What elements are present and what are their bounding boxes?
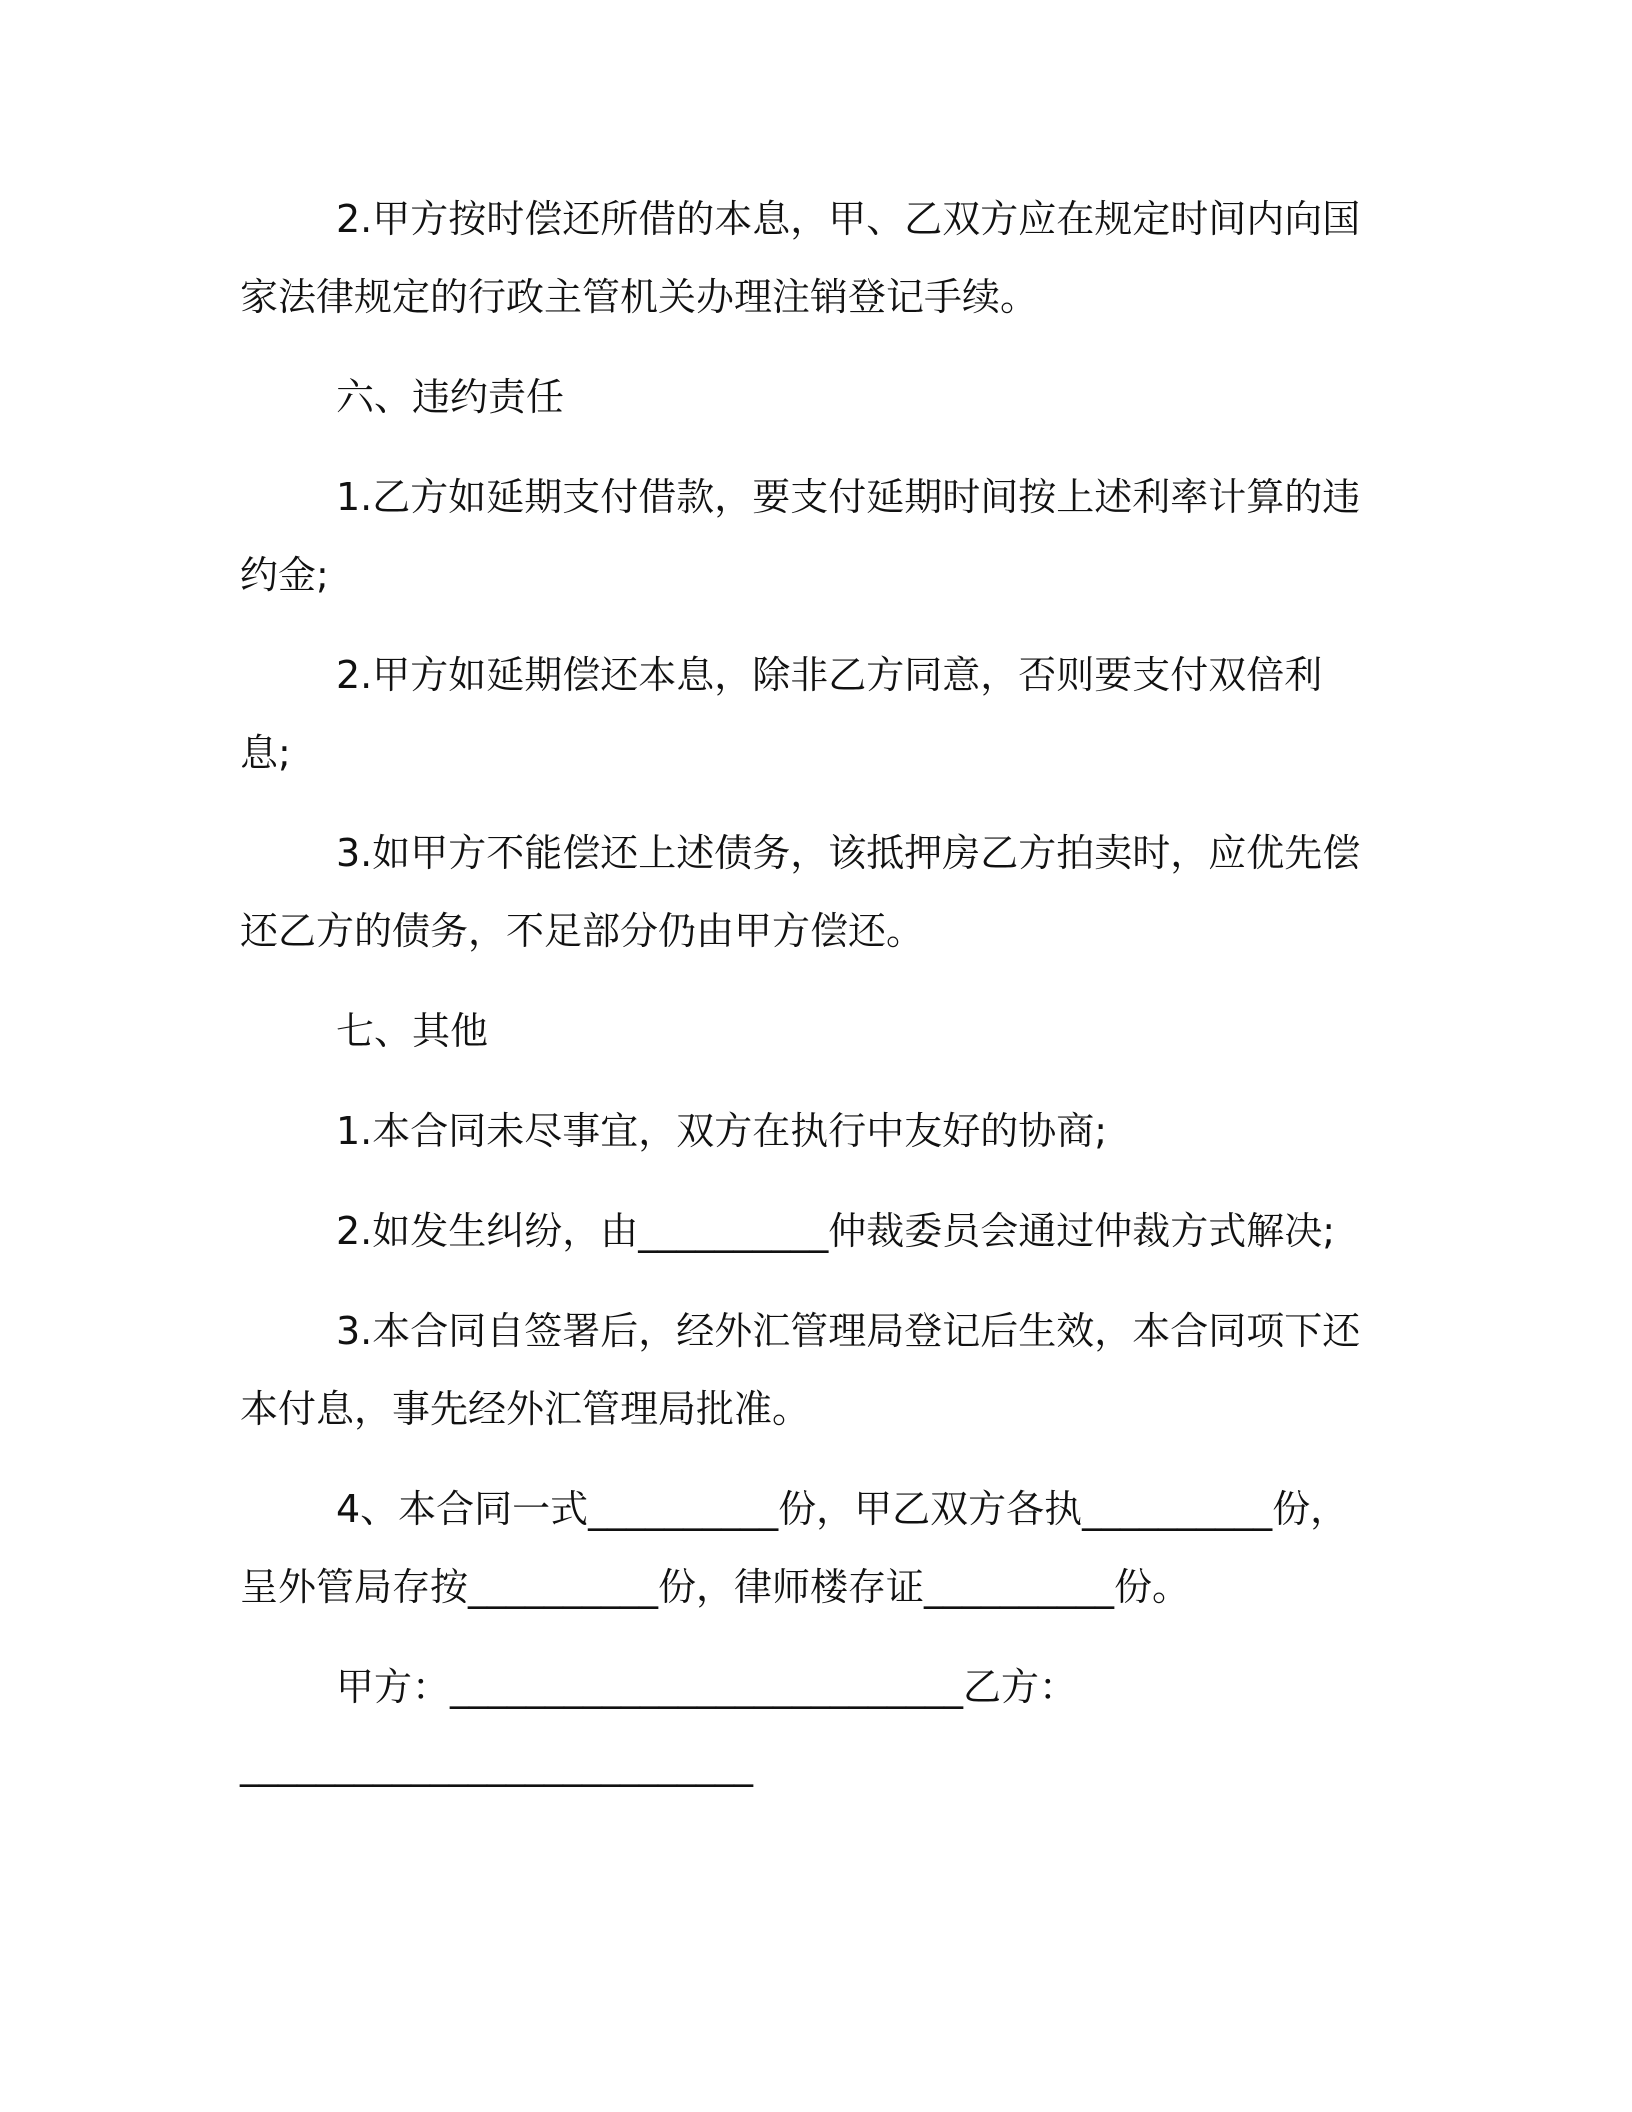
- party-b-label: 乙方：: [963, 1665, 1078, 1709]
- paragraph-double-interest: 2.甲方如延期偿还本息，除非乙方同意，否则要支付双倍利息;: [240, 653, 1323, 775]
- paragraph-copies: 4、本合同一式__________份，甲乙双方各执__________份，呈外管局存按__________份，律师楼存证__________份。: [240, 1487, 1349, 1609]
- paragraph-effectiveness: 3.本合同自签署后，经外汇管理局登记后生效，本合同项下还本付息，事先经外汇管理局批准。: [240, 1309, 1361, 1431]
- party-a-label: 甲方：: [336, 1665, 451, 1709]
- paragraph-auction-priority: 3.如甲方不能偿还上述债务，该抵押房乙方拍卖时，应优先偿还乙方的债务，不足部分仍由甲方偿还。: [240, 831, 1361, 953]
- section-heading-breach-liability: 六、违约责任: [336, 375, 565, 419]
- paragraph-late-payment-penalty: 1.乙方如延期支付借款，要支付延期时间按上述利率计算的违约金;: [240, 475, 1361, 597]
- paragraph-negotiation: 1.本合同未尽事宜，双方在执行中友好的协商;: [336, 1109, 1108, 1153]
- document-page: [240, 180, 1370, 1804]
- paragraph-deregistration: 2.甲方按时偿还所借的本息，甲、乙双方应在规定时间内向国家法律规定的行政主管机关办理注销登记手续。: [240, 197, 1361, 319]
- party-b-signature-line: ___________________________: [240, 1743, 753, 1787]
- signature-block: [240, 1648, 1370, 1726]
- paragraph-arbitration: 2.如发生纠纷，由__________仲裁委员会通过仲裁方式解决;: [336, 1209, 1336, 1253]
- party-a-signature-line: ___________________________: [450, 1665, 964, 1709]
- section-heading-other: 七、其他: [336, 1009, 489, 1053]
